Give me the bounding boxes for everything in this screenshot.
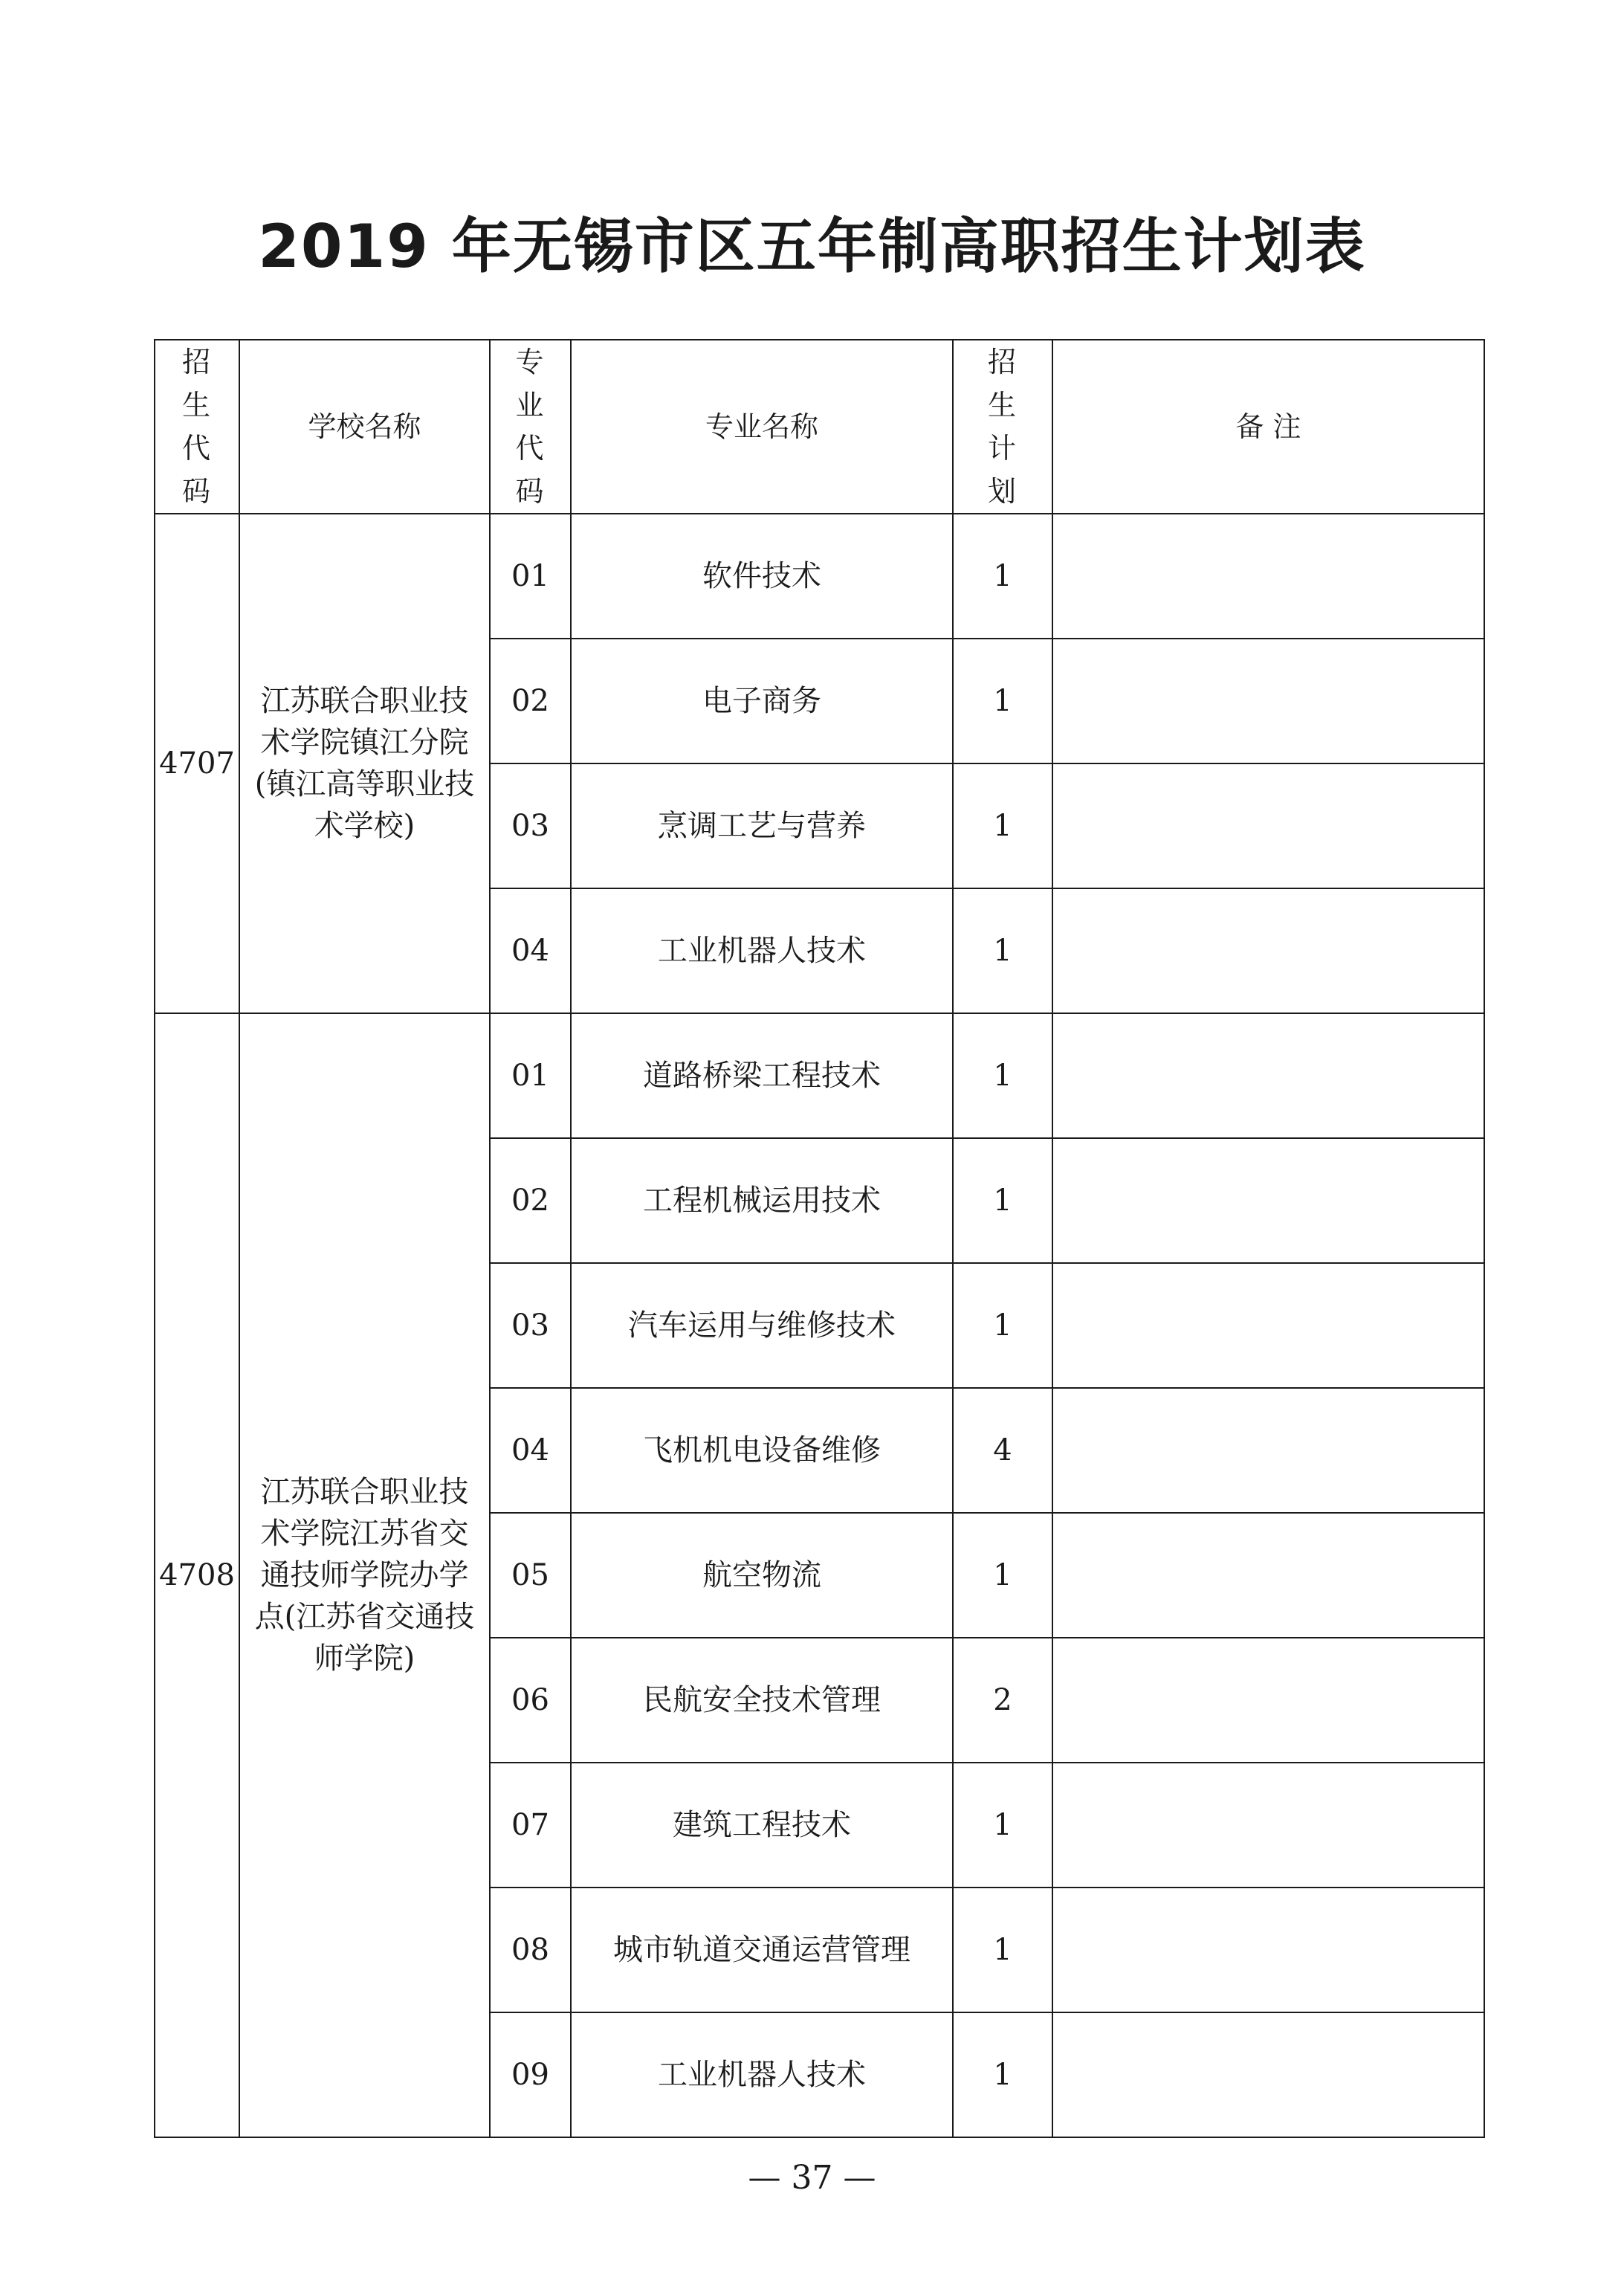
major-code: 04 [490,1388,571,1513]
major-name: 飞机机电设备维修 [571,1388,953,1513]
major-plan: 1 [953,2012,1052,2137]
major-plan: 4 [953,1388,1052,1513]
page-title: 2019 年无锡市区五年制高职招生计划表 [258,212,1366,281]
major-plan: 2 [953,1638,1052,1763]
major-plan: 1 [953,763,1052,888]
table-header-row [155,340,1484,514]
major-code: 03 [490,763,571,888]
major-code: 01 [490,1013,571,1138]
table-row [155,1013,1484,1138]
major-remark [1052,639,1484,763]
school-name-cell [239,514,490,1013]
major-name: 航空物流 [571,1513,953,1638]
header-major-name: 专业名称 [571,340,953,514]
school-name-cell [239,1013,490,2137]
major-code: 07 [490,1763,571,1888]
major-code: 05 [490,1513,571,1638]
major-name: 汽车运用与维修技术 [571,1263,953,1388]
header-major-code: 专业代码 [490,340,571,514]
major-name: 工业机器人技术 [571,888,953,1013]
major-code: 02 [490,639,571,763]
major-name: 烹调工艺与营养 [571,763,953,888]
major-code: 03 [490,1263,571,1388]
major-code: 09 [490,2012,571,2137]
major-name: 电子商务 [571,639,953,763]
major-plan: 1 [953,639,1052,763]
school-enroll-code: 4707 [155,514,239,1013]
major-code: 02 [490,1138,571,1263]
school-name: 江苏联合职业技术学院江苏省交通技师学院办学点(江苏省交通技师学院) [254,1475,475,1676]
major-plan: 1 [953,1513,1052,1638]
header-school-name: 学校名称 [239,340,490,514]
major-plan: 1 [953,1763,1052,1888]
major-name: 工业机器人技术 [571,2012,953,2137]
major-remark [1052,2012,1484,2137]
page-number: — 37 — [748,2159,876,2197]
major-remark [1052,763,1484,888]
major-remark [1052,1013,1484,1138]
major-code: 04 [490,888,571,1013]
table-row [155,514,1484,639]
major-code: 06 [490,1638,571,1763]
major-remark [1052,1513,1484,1638]
major-remark [1052,1388,1484,1513]
table-body [155,514,1484,2137]
school-enroll-code: 4708 [155,1013,239,2137]
major-plan: 1 [953,888,1052,1013]
major-plan: 1 [953,514,1052,639]
header-enroll-code: 招生代码 [155,340,239,514]
major-name: 道路桥梁工程技术 [571,1013,953,1138]
major-remark [1052,1138,1484,1263]
major-name: 软件技术 [571,514,953,639]
enrollment-plan-table [154,339,1485,2138]
major-name: 城市轨道交通运营管理 [571,1888,953,2012]
major-remark [1052,514,1484,639]
major-remark [1052,1263,1484,1388]
major-name: 工程机械运用技术 [571,1138,953,1263]
major-name: 建筑工程技术 [571,1763,953,1888]
header-plan: 招生计划 [953,340,1052,514]
major-remark [1052,888,1484,1013]
major-code: 01 [490,514,571,639]
major-plan: 1 [953,1013,1052,1138]
school-name: 江苏联合职业技术学院镇江分院(镇江高等职业技术学校) [254,684,475,843]
major-remark [1052,1763,1484,1888]
major-code: 08 [490,1888,571,2012]
major-remark [1052,1638,1484,1763]
major-plan: 1 [953,1263,1052,1388]
header-remark: 备 注 [1052,340,1484,514]
major-name: 民航安全技术管理 [571,1638,953,1763]
major-plan: 1 [953,1888,1052,2012]
major-plan: 1 [953,1138,1052,1263]
major-remark [1052,1888,1484,2012]
